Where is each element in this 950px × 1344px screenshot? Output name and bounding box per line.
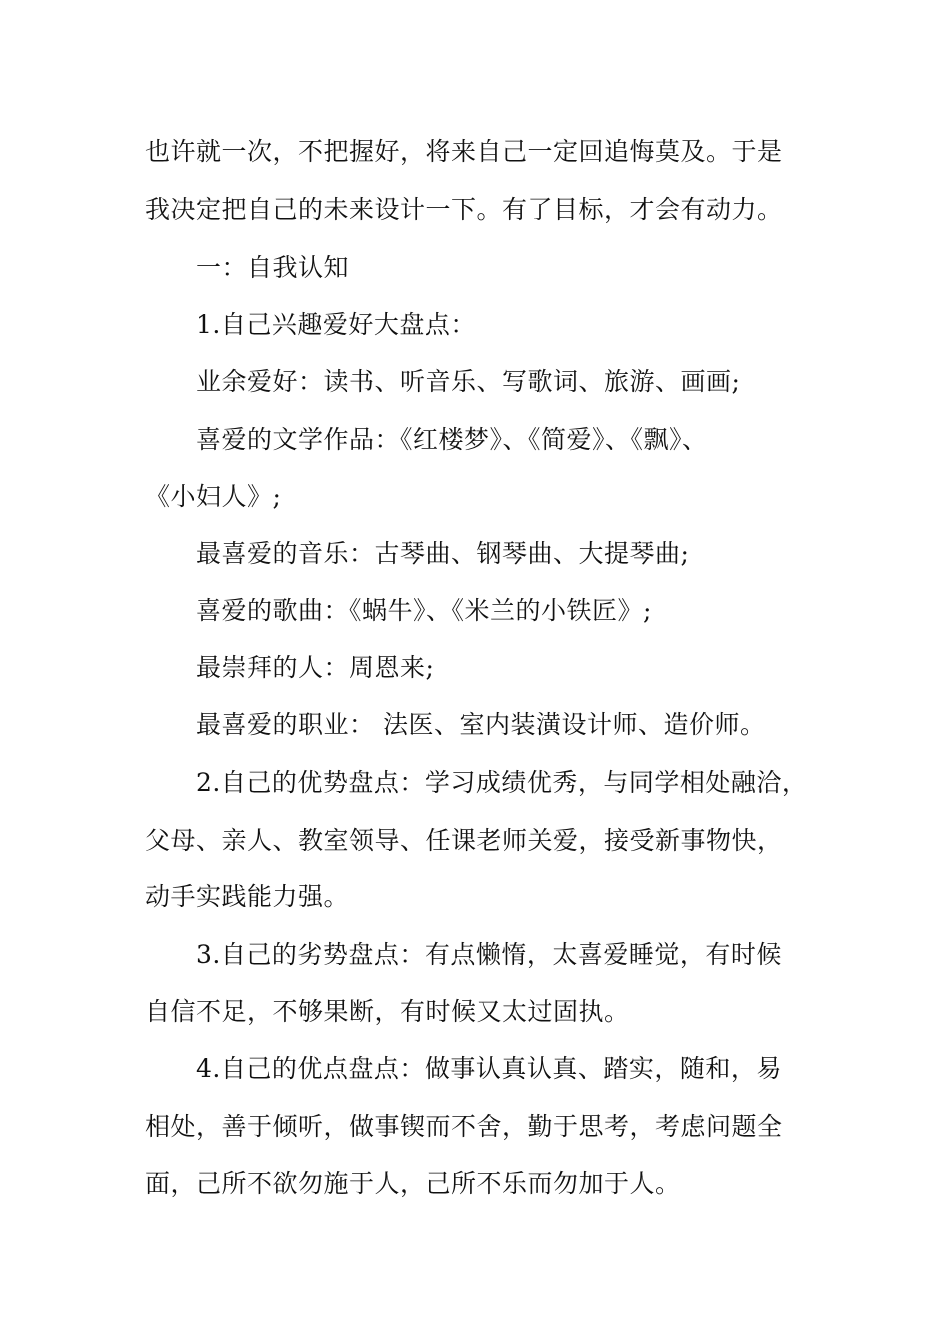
text-line: 相处，善于倾听，做事锲而不舍，勤于思考，考虑问题全 xyxy=(145,1112,783,1141)
text-line: 业余爱好：读书、听音乐、写歌词、旅游、画画; xyxy=(196,367,741,396)
text-line: 自信不足，不够果断，有时候又太过固执。 xyxy=(145,997,630,1026)
subsection-heading: 2.自己的优势盘点：学习成绩优秀，与同学相处融洽， xyxy=(196,768,808,797)
subsection-heading: 4.自己的优点盘点：做事认真认真、踏实，随和，易 xyxy=(196,1054,782,1083)
text-line: 喜爱的歌曲：《蜗牛》、《米兰的小铁匠》; xyxy=(196,596,652,625)
text-line: 动手实践能力强。 xyxy=(145,882,350,911)
text-line: 父母、亲人、教室领导、任课老师关爱，接受新事物快， xyxy=(145,826,783,855)
subsection-heading: 3.自己的劣势盘点：有点懒惰，太喜爱睡觉，有时候 xyxy=(196,940,782,969)
text-line: 面，己所不欲勿施于人，己所不乐而勿加于人。 xyxy=(145,1169,681,1198)
subsection-heading: 1.自己兴趣爱好大盘点： xyxy=(196,310,476,339)
section-heading: 一：自我认知 xyxy=(196,253,350,282)
text-line: 《小妇人》; xyxy=(145,482,282,511)
text-line: 最喜爱的音乐：古琴曲、钢琴曲、大提琴曲; xyxy=(196,539,690,568)
text-line: 也许就一次，不把握好，将来自己一定回追悔莫及。于是 xyxy=(145,137,783,166)
text-line: 我决定把自己的未来设计一下。有了目标，才会有动力。 xyxy=(145,195,783,224)
text-line: 最喜爱的职业： 法医、室内装潢设计师、造价师。 xyxy=(196,710,766,739)
text-line: 喜爱的文学作品：《红楼梦》、《简爱》、《飘》、 xyxy=(196,425,708,454)
text-line: 最崇拜的人：周恩来; xyxy=(196,653,435,682)
